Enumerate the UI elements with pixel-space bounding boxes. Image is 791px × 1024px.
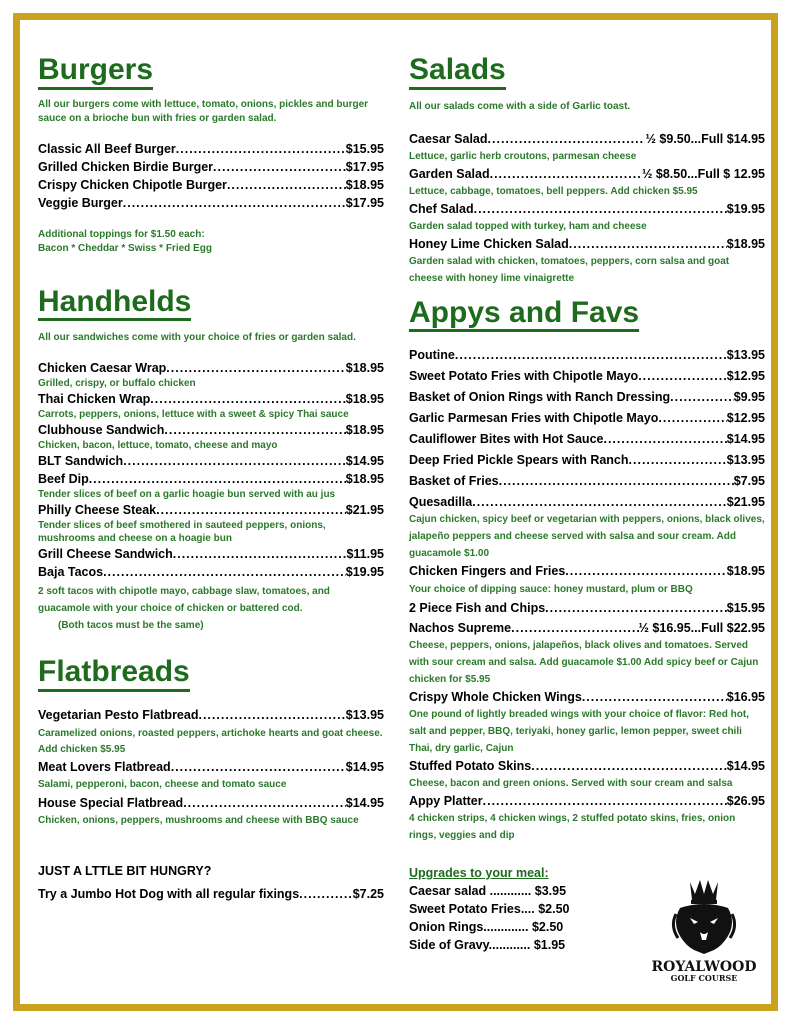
item-desc: Cheese, peppers, onions, jalapeños, black olives and tomatoes. Served with sour cream and salsa. Add guacamole $1.00 Add spicy beef or Cajun chicken for $5.95 — [409, 640, 759, 685]
toppings-label: Additional toppings for $1.50 each: — [38, 228, 205, 240]
item-desc: Garden salad topped with turkey, ham and cheese — [409, 220, 647, 232]
toppings-list: Bacon * Cheddar * Swiss * Fried Egg — [38, 242, 212, 254]
upgrade-item: Caesar salad ............ $3.95 — [409, 884, 567, 898]
menu-item: Chicken Fingers and Fries ..... $18.95 — [409, 562, 765, 580]
menu-item: Baja Tacos ..... $19.95 — [38, 563, 384, 581]
item-desc: Garden salad with chicken, tomatoes, peppers, corn salsa and goat cheese with honey lime vinaigrette — [409, 255, 730, 284]
menu-item: Nachos Supreme ..... ½ $16.95...Full $22.95 — [409, 619, 765, 637]
menu-item: Sweet Potato Fries with Chipotle Mayo ..... $12.95 — [409, 367, 765, 385]
item-desc: 2 soft tacos with chipotle mayo, cabbage slaw, tomatoes, and guacamole with your choice of chicken or battered cod. — [38, 586, 330, 614]
menu-item: Garlic Parmesan Fries with Chipotle Mayo ..... $12.95 — [409, 409, 765, 427]
menu-item: Chicken Caesar Wrap ..... $18.95 — [38, 359, 384, 377]
menu-item: Crispy Whole Chicken Wings ..... $16.95 — [409, 688, 765, 706]
logo-text-royalwood: ROYALWOOD — [651, 959, 757, 975]
item-desc: Chicken, bacon, lettuce, tomato, cheese and mayo — [38, 440, 278, 451]
burgers-desc: All our burgers come with lettuce, tomato, onions, pickles and burger sauce on a brioche bun with fries or garden salad. — [38, 98, 369, 124]
menu-item: Thai Chicken Wrap ..... $18.95 — [38, 390, 384, 408]
menu-item: Veggie Burger ..... $17.95 — [38, 194, 384, 212]
item-desc: Lettuce, garlic herb croutons, parmesan cheese — [409, 150, 637, 162]
salads-section — [409, 54, 765, 287]
item-desc: Cajun chicken, spicy beef or vegetarian with peppers, onions, black olives, jalapeño peppers and cheese served with salsa and sour cream. Add guacamole $1.00 — [409, 514, 765, 559]
menu-item: Deep Fried Pickle Spears with Ranch ..... $13.95 — [409, 451, 765, 469]
item-desc: Chicken, onions, peppers, mushrooms and cheese with BBQ sauce — [38, 814, 359, 826]
menu-item: Appy Platter ..... $26.95 — [409, 792, 765, 810]
handhelds-section — [38, 286, 384, 635]
menu-item: Garden Salad ..... ½ $8.50...Full $ 12.95 — [409, 165, 765, 183]
menu-item: Meat Lovers Flatbread ..... $14.95 — [38, 758, 384, 776]
upgrades-title: Upgrades to your meal: — [409, 866, 549, 880]
menu-item: House Special Flatbread ..... $14.95 — [38, 794, 384, 812]
upgrades-section — [409, 864, 589, 954]
lion-crown-icon — [640, 874, 768, 984]
menu-item: Honey Lime Chicken Salad ..... $18.95 — [409, 235, 765, 253]
menu-item: 2 Piece Fish and Chips ..... $15.95 — [409, 599, 765, 617]
upgrade-item: Onion Rings............. $2.50 — [409, 920, 564, 934]
item-desc: Tender slices of beef smothered in sauteed peppers, onions, mushrooms and cheese on a hoagie bun — [38, 520, 326, 544]
menu-item: Caesar Salad ..... ½ $9.50...Full $14.95 — [409, 130, 765, 148]
flatbreads-section — [38, 656, 384, 830]
menu-item: Crispy Chicken Chipotle Burger ..... $18.95 — [38, 176, 384, 194]
menu-item: BLT Sandwich ..... $14.95 — [38, 452, 384, 470]
right-column — [409, 40, 765, 954]
item-desc: Your choice of dipping sauce: honey mustard, plum or BBQ — [409, 584, 693, 595]
handhelds-desc: All our sandwiches come with your choice of fries or garden salad. — [38, 332, 356, 343]
menu-item: Basket of Fries ..... $7.95 — [409, 472, 765, 490]
item-desc: Cheese, bacon and green onions. Served with sour cream and salsa — [409, 778, 733, 789]
salads-desc: All our salads come with a side of Garlic toast. — [409, 100, 631, 112]
menu-item: Basket of Onion Rings with Ranch Dressing ..... $9.95 — [409, 388, 765, 406]
left-column — [38, 40, 384, 903]
tacos-note: (Both tacos must be the same) — [58, 620, 204, 631]
flatbreads-title: Flatbreads — [38, 656, 190, 692]
burgers-title: Burgers — [38, 54, 153, 90]
item-desc: 4 chicken strips, 4 chicken wings, 2 stuffed potato skins, fries, onion rings, veggies and dip — [409, 813, 736, 841]
item-desc: Grilled, crispy, or buffalo chicken — [38, 378, 196, 389]
menu-item: Beef Dip ..... $18.95 — [38, 470, 384, 488]
item-desc: Lettuce, cabbage, tomatoes, bell peppers. Add chicken $5.95 — [409, 185, 698, 197]
menu-item: Philly Cheese Steak ..... $21.95 — [38, 501, 384, 519]
item-desc: Carrots, peppers, onions, lettuce with a sweet & spicy Thai sauce — [38, 409, 349, 420]
burgers-list — [38, 140, 384, 212]
menu-item: Grilled Chicken Birdie Burger ..... $17.95 — [38, 158, 384, 176]
menu-item: Chef Salad ..... $19.95 — [409, 200, 765, 218]
menu-item: Stuffed Potato Skins ..... $14.95 — [409, 757, 765, 775]
appys-section — [409, 297, 765, 845]
menu-item: Poutine ..... $13.95 — [409, 346, 765, 364]
item-desc: One pound of lightly breaded wings with your choice of flavor: Red hot, salt and pepper, BBQ, teriyaki, honey garlic, lemon pepper, sweet chili Thai, dry garlic, Cajun — [409, 709, 750, 754]
menu-item: Try a Jumbo Hot Dog with all regular fixings ..... $7.25 — [38, 885, 384, 903]
royalwood-logo — [640, 874, 768, 984]
item-desc: Tender slices of beef on a garlic hoagie bun served with au jus — [38, 489, 336, 500]
burgers-section — [38, 54, 384, 256]
hungry-section — [38, 862, 384, 903]
handhelds-title: Handhelds — [38, 286, 191, 322]
menu-item: Clubhouse Sandwich ..... $18.95 — [38, 421, 384, 439]
menu-item: Classic All Beef Burger ..... $15.95 — [38, 140, 384, 158]
appys-title: Appys and Favs — [409, 297, 639, 333]
hungry-heading: JUST A LTTLE BIT HUNGRY? — [38, 863, 212, 878]
salads-title: Salads — [409, 54, 506, 90]
menu-item: Vegetarian Pesto Flatbread ..... $13.95 — [38, 706, 384, 724]
menu-item: Quesadilla ..... $21.95 — [409, 493, 765, 511]
item-desc: Caramelized onions, roasted peppers, artichoke hearts and goat cheese. Add chicken $5.95 — [38, 727, 383, 755]
menu-item: Grill Cheese Sandwich ..... $11.95 — [38, 545, 384, 563]
upgrade-item: Side of Gravy............ $1.95 — [409, 938, 566, 952]
item-desc: Salami, pepperoni, bacon, cheese and tomato sauce — [38, 778, 287, 790]
menu-item: Cauliflower Bites with Hot Sauce ..... $14.95 — [409, 430, 765, 448]
logo-text-golf-course: GOLF COURSE — [670, 973, 738, 983]
upgrade-item: Sweet Potato Fries.... $2.50 — [409, 902, 570, 916]
